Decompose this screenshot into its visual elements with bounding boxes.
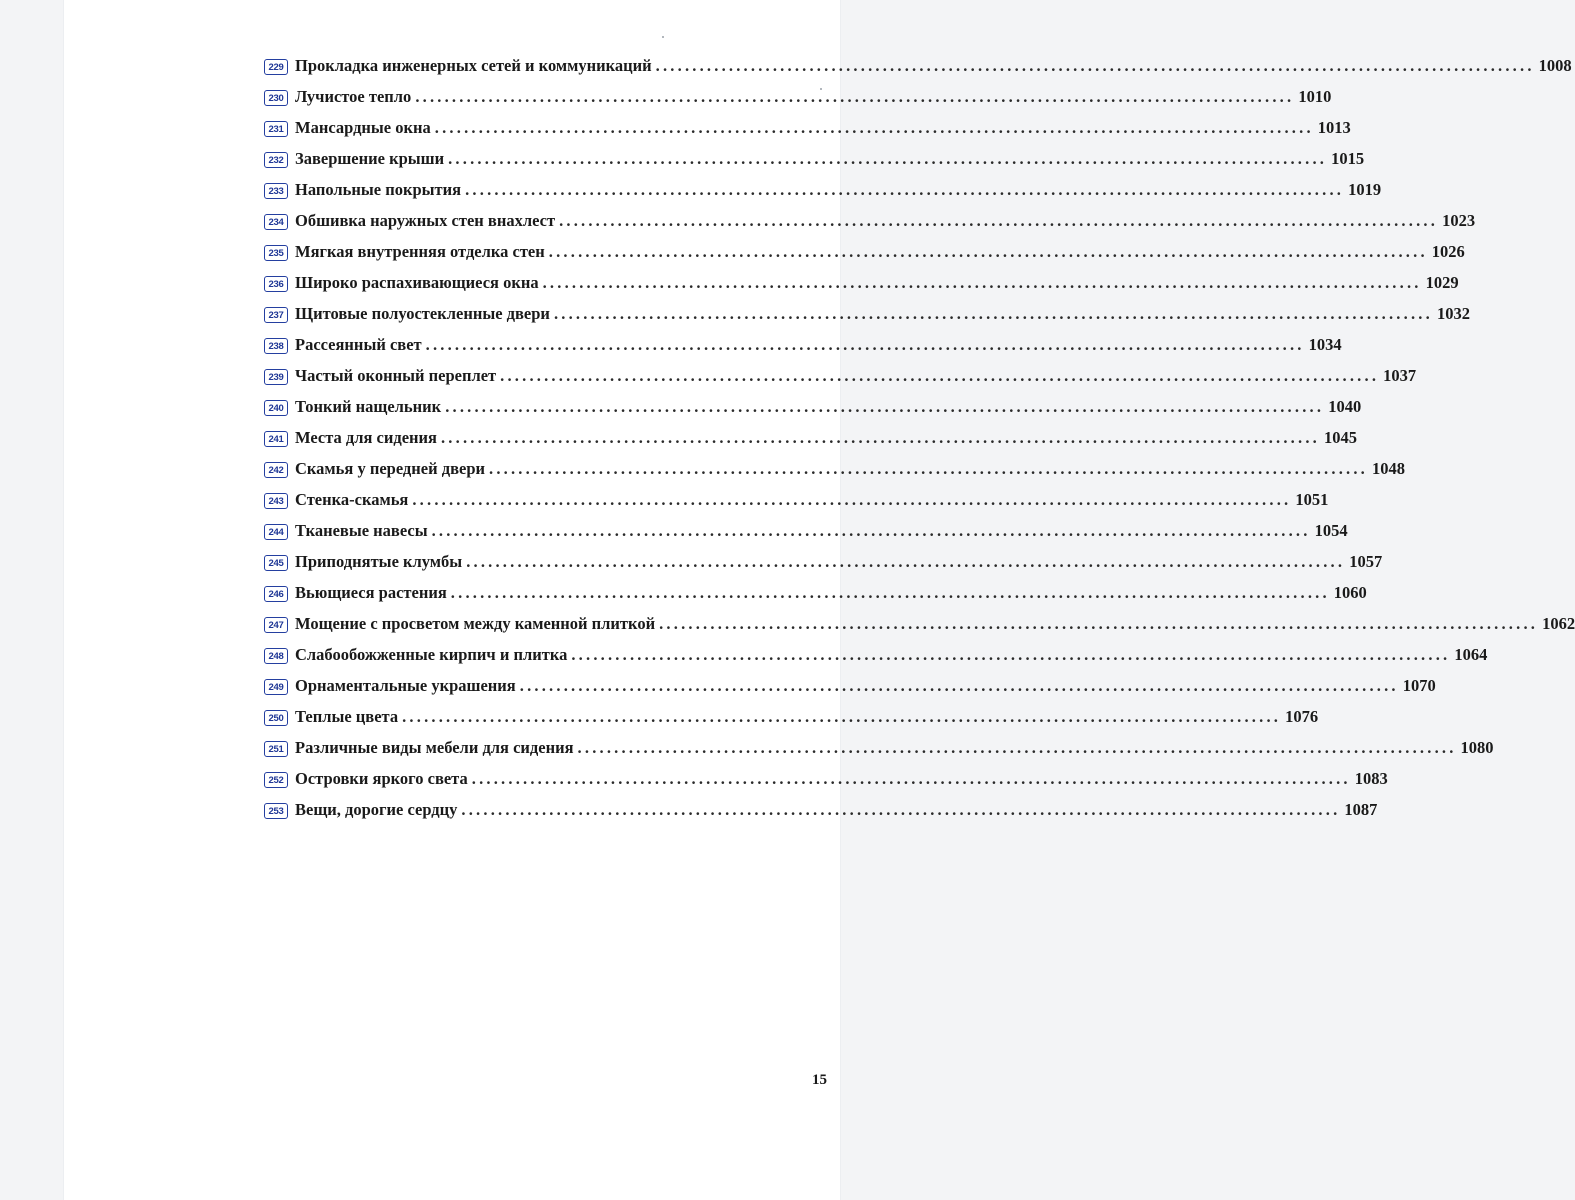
entry-title: Завершение крыши (295, 149, 445, 168)
toc-entry-233[interactable] (264, 180, 1382, 211)
pattern-number-badge: 250 (264, 710, 288, 726)
pattern-number-badge: 246 (264, 586, 288, 602)
leader-dots: ........................................................................................................................ (559, 211, 1439, 230)
leader-dots: ........................................................................................................................ (440, 428, 1320, 447)
entry-title: Лучистое тепло (295, 87, 412, 106)
pattern-number-badge: 241 (264, 431, 288, 447)
leader-dots: ........................................................................................................................ (425, 335, 1305, 354)
entry-title: Тонкий нащельник (295, 397, 442, 416)
leader-dots: ........................................................................................................................ (431, 521, 1311, 540)
entry-page-ref: 1013 (1317, 118, 1351, 137)
entry-title: Слабообожженные кирпич и плитка (295, 645, 568, 664)
entry-page-ref: 1080 (1460, 738, 1494, 757)
leader-dots: ........................................................................................................................ (450, 583, 1330, 602)
toc-entry-245[interactable] (264, 552, 1383, 583)
entry-page-ref: 1032 (1436, 304, 1470, 323)
entry-page-ref: 1023 (1442, 211, 1476, 230)
toc-entry-249[interactable] (264, 676, 1436, 707)
leader-dots: ........................................................................................................................ (500, 366, 1380, 385)
entry-page-ref: 1087 (1344, 800, 1378, 819)
pattern-number-badge: 236 (264, 276, 288, 292)
pattern-number-badge: 248 (264, 648, 288, 664)
leader-dots: ........................................................................................................................ (471, 769, 1351, 788)
toc-entry-240[interactable] (264, 397, 1362, 428)
entry-page-ref: 1008 (1538, 56, 1572, 75)
page-number: 15 (812, 1072, 827, 1088)
leader-dots: ........................................................................................................................ (402, 707, 1282, 726)
entry-title: Напольные покрытия (295, 180, 462, 199)
toc-entry-250[interactable] (264, 707, 1319, 738)
entry-title: Скамья у передней двери (295, 459, 485, 478)
leader-dots: ........................................................................................................................ (465, 180, 1345, 199)
entry-page-ref: 1083 (1354, 769, 1388, 788)
toc-entry-251[interactable] (264, 738, 1494, 769)
pattern-number-badge: 249 (264, 679, 288, 695)
entry-page-ref: 1015 (1331, 149, 1365, 168)
entry-page-ref: 1062 (1542, 614, 1575, 633)
toc-entry-234[interactable] (264, 211, 1476, 242)
entry-page-ref: 1054 (1314, 521, 1348, 540)
entry-page-ref: 1064 (1454, 645, 1488, 664)
entry-page-ref: 1029 (1425, 273, 1459, 292)
entry-title: Рассеянный свет (295, 335, 422, 354)
entry-page-ref: 1070 (1402, 676, 1436, 695)
entry-title: Мощение с просветом между каменной плиткой (295, 614, 656, 633)
toc-entry-241[interactable] (264, 428, 1357, 459)
pattern-number-badge: 231 (264, 121, 288, 137)
toc-entry-248[interactable] (264, 645, 1488, 676)
pattern-number-badge: 243 (264, 493, 288, 509)
toc-entry-239[interactable] (264, 366, 1417, 397)
pattern-number-badge: 245 (264, 555, 288, 571)
leader-dots: ........................................................................................................................ (655, 56, 1535, 75)
pattern-number-badge: 230 (264, 90, 288, 106)
book-page (64, 0, 1575, 1200)
entry-title: Стенка-скамья (295, 490, 409, 509)
pattern-number-badge: 239 (264, 369, 288, 385)
toc-entry-231[interactable] (264, 118, 1351, 149)
entry-title: Островки яркого света (295, 769, 468, 788)
pattern-number-badge: 237 (264, 307, 288, 323)
leader-dots: ........................................................................................................................ (659, 614, 1539, 633)
pattern-number-badge: 235 (264, 245, 288, 261)
toc-entry-246[interactable] (264, 583, 1367, 614)
pattern-number-badge: 252 (264, 772, 288, 788)
pattern-number-badge: 232 (264, 152, 288, 168)
pattern-number-badge: 238 (264, 338, 288, 354)
pattern-number-badge: 253 (264, 803, 288, 819)
entry-title: Приподнятые клумбы (295, 552, 463, 571)
toc-entry-238[interactable] (264, 335, 1342, 366)
entry-title: Мансардные окна (295, 118, 431, 137)
entry-title: Обшивка наружных стен внахлест (295, 211, 556, 230)
entry-title: Места для сидения (295, 428, 437, 447)
pattern-number-badge: 234 (264, 214, 288, 230)
entry-title: Широко распахивающиеся окна (295, 273, 539, 292)
toc-entry-230[interactable] (264, 87, 1332, 118)
entry-page-ref: 1048 (1372, 459, 1405, 478)
entry-page-ref: 1019 (1348, 180, 1382, 199)
toc-entry-229[interactable] (264, 56, 1572, 87)
pattern-number-badge: 244 (264, 524, 288, 540)
leader-dots: ........................................................................................................................ (434, 118, 1314, 137)
toc-entry-253[interactable] (264, 800, 1378, 831)
toc-entry-252[interactable] (264, 769, 1388, 800)
leader-dots: ........................................................................................................................ (571, 645, 1451, 664)
toc-entry-236[interactable] (264, 273, 1459, 304)
toc-entry-244[interactable] (264, 521, 1348, 552)
pattern-number-badge: 242 (264, 462, 288, 478)
entry-page-ref: 1034 (1308, 335, 1342, 354)
pattern-number-badge: 251 (264, 741, 288, 757)
table-of-contents (264, 56, 1575, 831)
toc-entry-237[interactable] (264, 304, 1470, 335)
leader-dots: ........................................................................................................................ (577, 738, 1457, 757)
leader-dots: ........................................................................................................................ (448, 149, 1328, 168)
leader-dots: ........................................................................................................................ (548, 242, 1428, 261)
entry-title: Прокладка инженерных сетей и коммуникаций (295, 56, 652, 75)
entry-page-ref: 1037 (1383, 366, 1417, 385)
leader-dots: ........................................................................................................................ (542, 273, 1422, 292)
pattern-number-badge: 233 (264, 183, 288, 199)
entry-page-ref: 1045 (1323, 428, 1357, 447)
leader-dots: ........................................................................................................................ (466, 552, 1346, 571)
entry-title: Теплые цвета (295, 707, 399, 726)
pattern-number-badge: 240 (264, 400, 288, 416)
entry-title: Мягкая внутренняя отделка стен (295, 242, 545, 261)
entry-title: Вещи, дорогие сердцу (295, 800, 458, 819)
entry-page-ref: 1060 (1333, 583, 1367, 602)
toc-entry-232[interactable] (264, 149, 1365, 180)
entry-page-ref: 1057 (1349, 552, 1383, 571)
entry-page-ref: 1051 (1295, 490, 1329, 509)
entry-title: Тканевые навесы (295, 521, 428, 540)
entry-page-ref: 1076 (1285, 707, 1319, 726)
entry-page-ref: 1010 (1298, 87, 1332, 106)
leader-dots: ........................................................................................................................ (553, 304, 1433, 323)
toc-entry-247[interactable] (264, 614, 1575, 645)
entry-title: Частый оконный переплет (295, 366, 497, 385)
leader-dots: ........................................................................................................................ (461, 800, 1341, 819)
toc-entry-235[interactable] (264, 242, 1465, 273)
entry-page-ref: 1040 (1328, 397, 1362, 416)
leader-dots: ........................................................................................................................ (415, 87, 1295, 106)
leader-dots: ........................................................................................................................ (519, 676, 1399, 695)
scan-speck (662, 36, 664, 38)
pattern-number-badge: 229 (264, 59, 288, 75)
entry-title: Орнаментальные украшения (295, 676, 516, 695)
toc-entry-243[interactable] (264, 490, 1329, 521)
entry-title: Щитовые полуостекленные двери (295, 304, 550, 323)
pattern-number-badge: 247 (264, 617, 288, 633)
entry-title: Вьющиеся растения (295, 583, 447, 602)
entry-page-ref: 1026 (1431, 242, 1465, 261)
leader-dots: ........................................................................................................................ (412, 490, 1292, 509)
entry-title: Различные виды мебели для сидения (295, 738, 574, 757)
toc-entry-242[interactable] (264, 459, 1405, 490)
leader-dots: ........................................................................................................................ (445, 397, 1325, 416)
leader-dots: ........................................................................................................................ (489, 459, 1368, 478)
